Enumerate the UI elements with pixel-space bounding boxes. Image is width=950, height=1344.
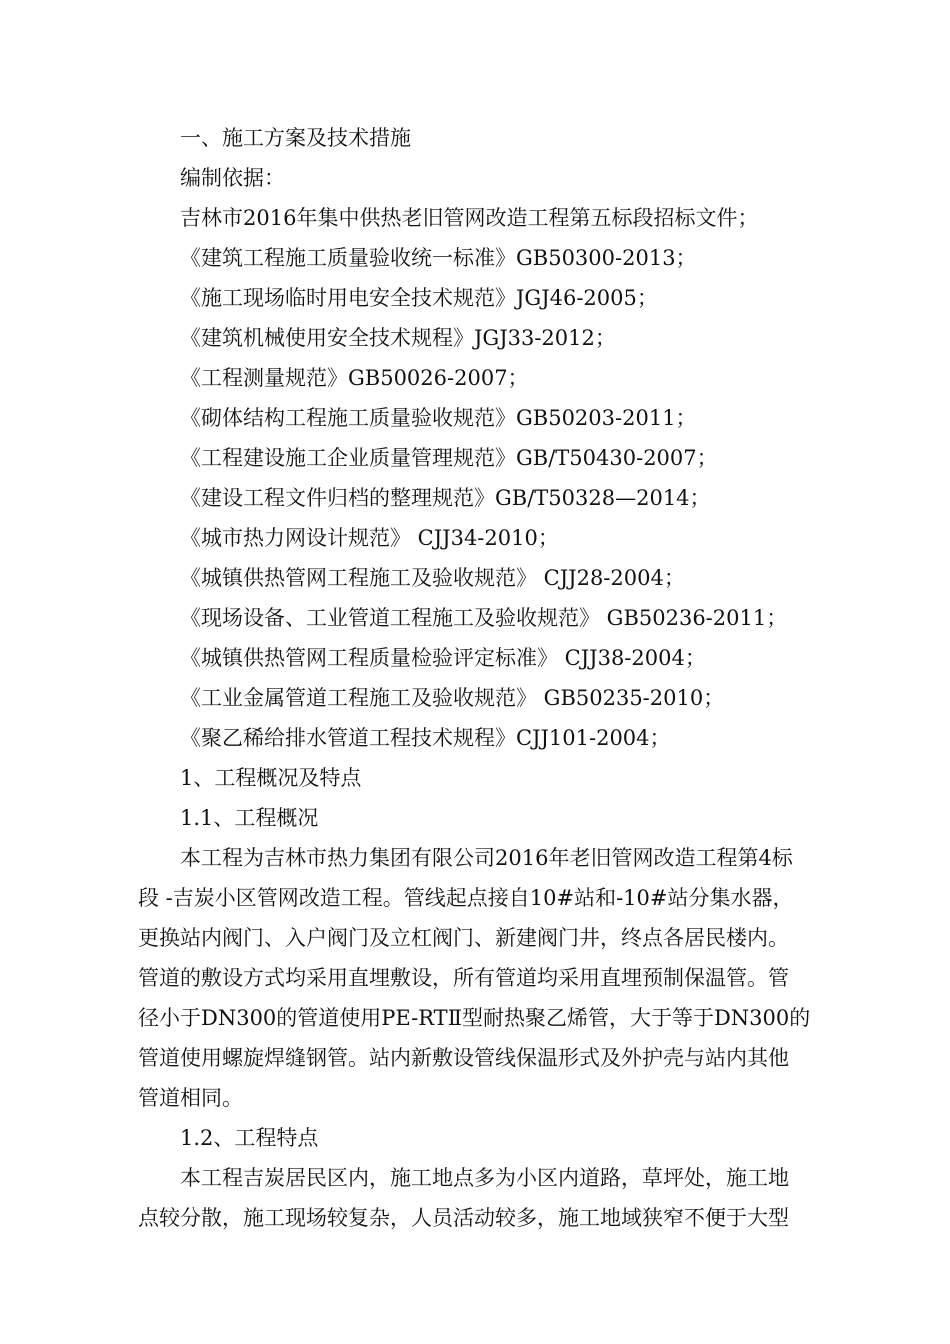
reference-item: 《现场设备、工业管道工程施工及验收规范》 GB50236-2011； bbox=[180, 606, 788, 630]
paragraph-line: 本工程吉炭居民区内，施工地点多为小区内道路，草坪处，施工地 bbox=[180, 1166, 789, 1190]
section-title: 1、工程概况及特点 bbox=[180, 766, 362, 790]
reference-item: 《建筑工程施工质量验收统一标准》GB50300-2013； bbox=[180, 246, 697, 270]
reference-item: 《聚乙稀给排水管道工程技术规程》CJJ101-2004； bbox=[180, 726, 671, 750]
basis-label: 编制依据： bbox=[180, 166, 285, 190]
reference-item: 《建设工程文件归档的整理规范》GB/T50328—2014； bbox=[180, 486, 711, 510]
subsection-title: 1.2、工程特点 bbox=[180, 1126, 319, 1150]
paragraph-line: 管道使用螺旋焊缝钢管。站内新敷设管线保温形式及外护壳与站内其他 bbox=[138, 1046, 789, 1070]
paragraph-line: 点较分散，施工现场较复杂，人员活动较多，施工地域狭窄不便于大型 bbox=[138, 1206, 789, 1230]
reference-item: 吉林市2016年集中供热老旧管网改造工程第五标段招标文件； bbox=[180, 206, 759, 230]
reference-item: 《建筑机械使用安全技术规程》JGJ33-2012； bbox=[180, 326, 616, 350]
reference-item: 《施工现场临时用电安全技术规范》JGJ46-2005； bbox=[180, 286, 658, 310]
reference-item: 《城镇供热管网工程质量检验评定标准》 CJJ38-2004； bbox=[180, 646, 706, 670]
reference-item: 《城市热力网设计规范》 CJJ34-2010； bbox=[180, 526, 559, 550]
reference-item: 《工程建设施工企业质量管理规范》GB/T50430-2007； bbox=[180, 446, 718, 470]
reference-list bbox=[138, 198, 838, 758]
document-body bbox=[138, 118, 838, 1238]
paragraph-line: 径小于DN300的管道使用PE-RTⅡ型耐热聚乙烯管，大于等于DN300的 bbox=[138, 1006, 811, 1030]
section-heading: 一、施工方案及技术措施 bbox=[180, 126, 411, 150]
overview-paragraph bbox=[138, 838, 838, 1118]
reference-item: 《砌体结构工程施工质量验收规范》GB50203-2011； bbox=[180, 406, 697, 430]
reference-item: 《工业金属管道工程施工及验收规范》 GB50235-2010； bbox=[180, 686, 725, 710]
subsection-title: 1.1、工程概况 bbox=[180, 806, 319, 830]
paragraph-line: 更换站内阀门、入户阀门及立杠阀门、新建阀门井，终点各居民楼内。 bbox=[138, 926, 789, 950]
reference-item: 《城镇供热管网工程施工及验收规范》 CJJ28-2004； bbox=[180, 566, 685, 590]
features-paragraph bbox=[138, 1158, 838, 1238]
paragraph-line: 管道相同。 bbox=[138, 1086, 243, 1110]
reference-item: 《工程测量规范》GB50026-2007； bbox=[180, 366, 529, 390]
paragraph-line: 本工程为吉林市热力集团有限公司2016年老旧管网改造工程第4标 bbox=[180, 846, 793, 870]
paragraph-line: 段 -吉炭小区管网改造工程。管线起点接自10#站和-10#站分集水器， bbox=[138, 886, 794, 910]
paragraph-line: 管道的敷设方式均采用直埋敷设，所有管道均采用直埋预制保温管。管 bbox=[138, 966, 789, 990]
